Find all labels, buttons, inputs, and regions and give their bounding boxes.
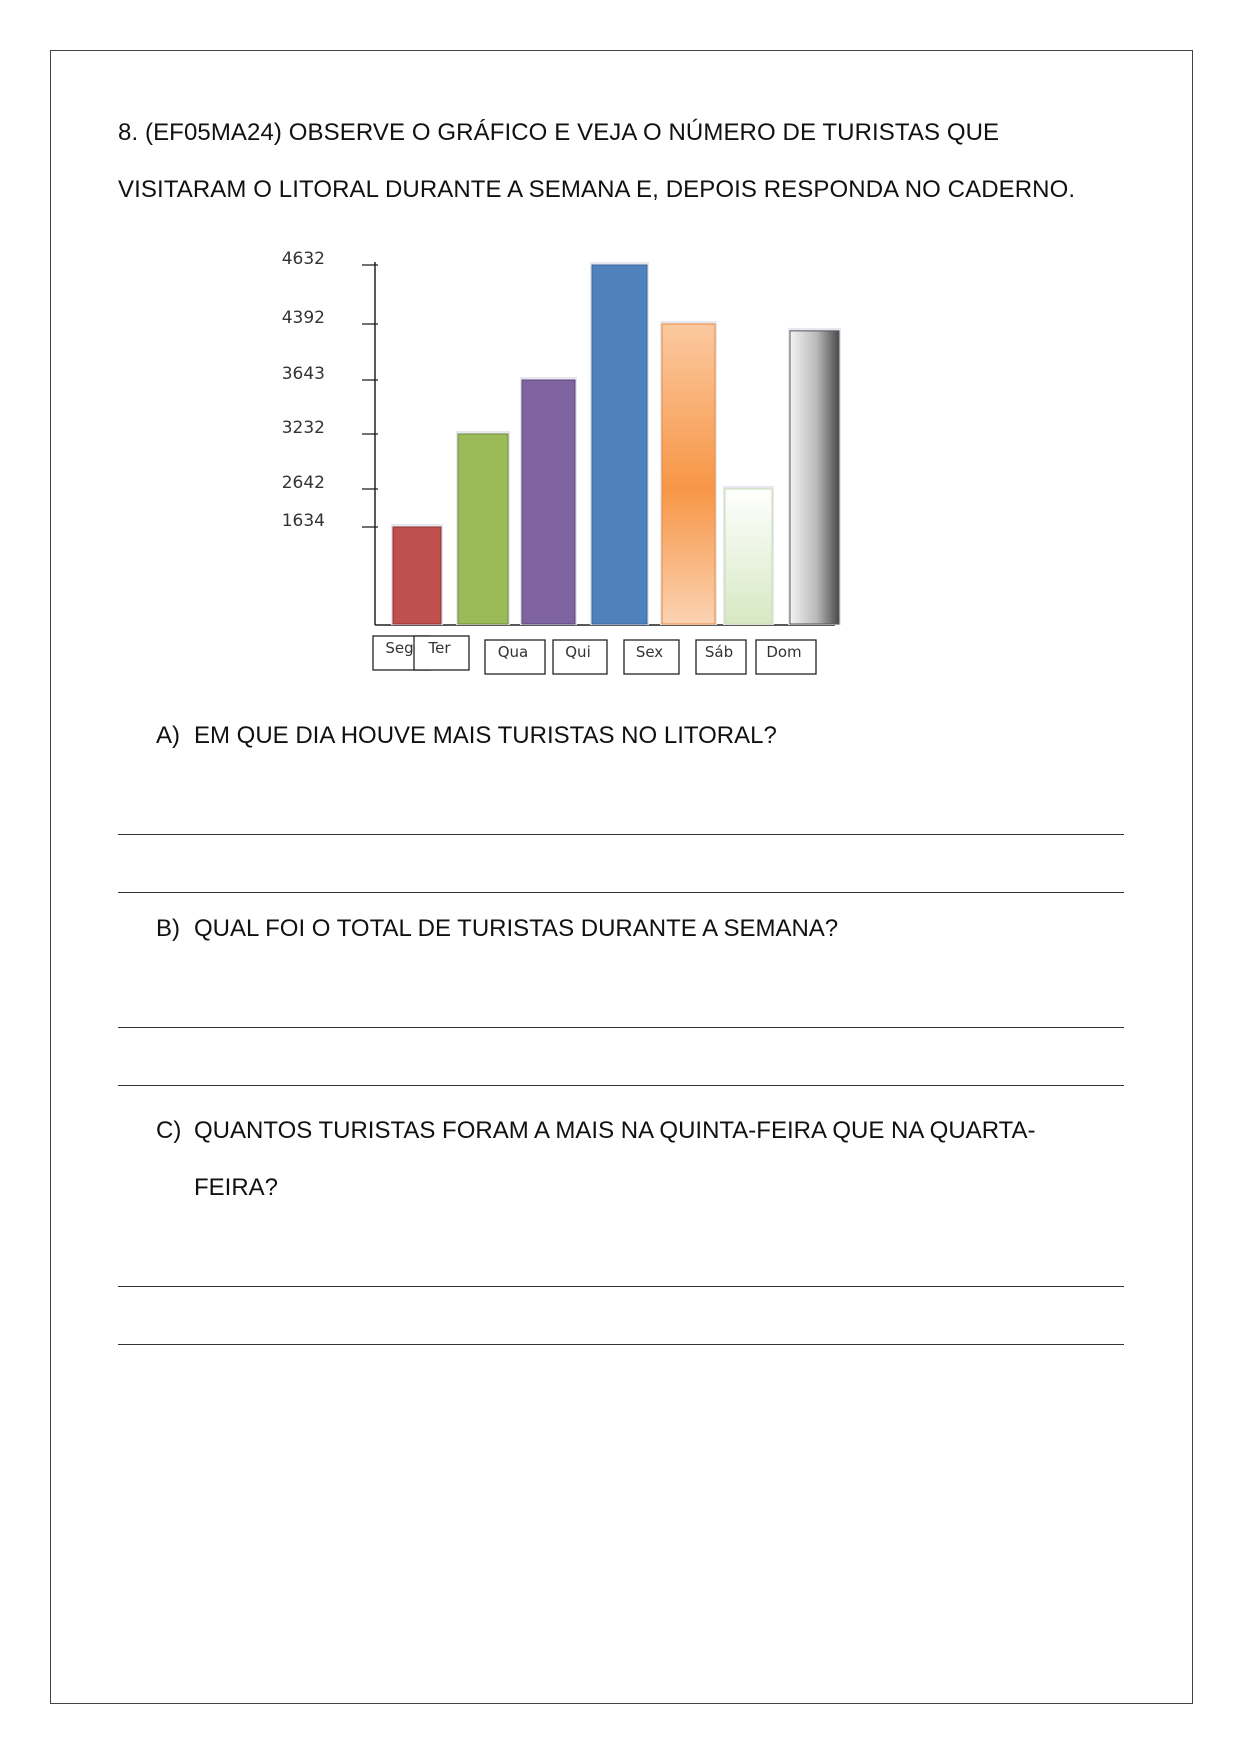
question-c — [156, 1117, 1035, 1145]
bar-sex — [662, 324, 715, 624]
question-b-letter: B) — [156, 915, 180, 942]
x-tick-label: Dom — [766, 643, 802, 661]
y-tick-label: 4632 — [281, 250, 325, 269]
x-tick-label: Sáb — [704, 643, 734, 661]
answer-line-c-1[interactable] — [118, 1286, 1124, 1287]
x-tick-label: Qua — [497, 643, 529, 661]
question-c-text: QUANTOS TURISTAS FORAM A MAIS NA QUINTA-FEIRA QUE NA QUARTA- — [194, 1117, 1036, 1144]
bar-seg — [393, 527, 441, 624]
question-c-letter: C) — [156, 1117, 182, 1144]
answer-line-b-1[interactable] — [118, 1027, 1124, 1028]
y-tick-label: 1634 — [281, 511, 325, 531]
x-tick-label: Sex — [635, 643, 664, 661]
bar-sáb — [725, 489, 772, 624]
question-a — [156, 722, 777, 750]
bar-qua — [522, 380, 575, 624]
y-tick-label: 2642 — [281, 473, 325, 493]
bars — [391, 262, 841, 625]
bar-dom — [790, 331, 839, 624]
bar-qui — [592, 265, 647, 624]
question-b-text: QUAL FOI O TOTAL DE TURISTAS DURANTE A SEMANA? — [194, 915, 839, 942]
x-tick-label: Ter — [428, 639, 451, 657]
question-a-text: EM QUE DIA HOUVE MAIS TURISTAS NO LITORAL? — [194, 722, 777, 749]
y-tick-label: 4392 — [281, 308, 325, 328]
answer-line-a-1[interactable] — [118, 834, 1124, 835]
bar-ter — [458, 434, 508, 624]
question-a-letter: A) — [156, 722, 180, 749]
tourists-bar-chart — [280, 250, 930, 690]
x-tick-label: Qui — [565, 643, 591, 661]
y-tick-label: 3232 — [281, 418, 325, 438]
answer-line-c-2[interactable] — [118, 1344, 1124, 1345]
answer-line-b-2[interactable] — [118, 1085, 1124, 1086]
x-tick-label: Seg — [385, 639, 414, 657]
question-c-continuation: FEIRA? — [194, 1174, 279, 1201]
y-tick-label: 3643 — [281, 364, 325, 384]
question-statement-line-2: VISITARAM O LITORAL DURANTE A SEMANA E, DEPOIS RESPONDA NO CADERNO. — [118, 176, 1076, 203]
question-statement-line-1: 8. (EF05MA24) OBSERVE O GRÁFICO E VEJA O NÚMERO DE TURISTAS QUE — [118, 119, 1000, 146]
answer-line-a-2[interactable] — [118, 892, 1124, 893]
question-b — [156, 915, 838, 943]
x-axis-labels — [373, 636, 816, 674]
y-axis-ticks — [282, 250, 378, 531]
